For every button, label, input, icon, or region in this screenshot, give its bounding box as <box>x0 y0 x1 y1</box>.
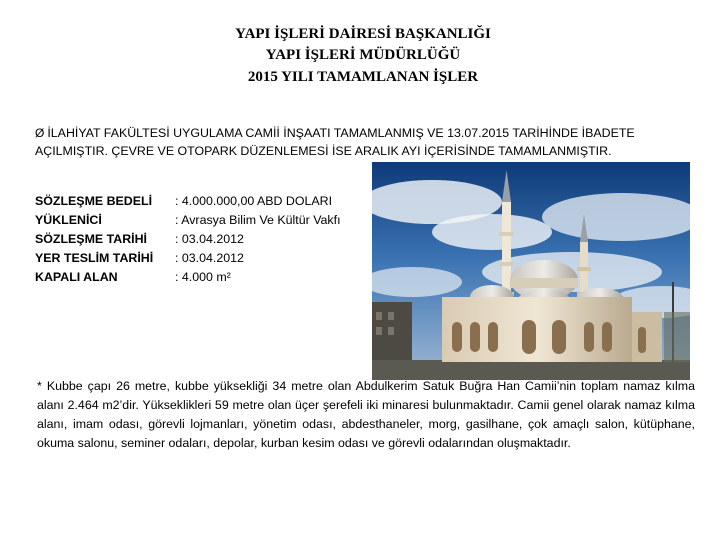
fact-label: SÖZLEŞME TARİHİ <box>35 232 147 246</box>
mosque-description: * Kubbe çapı 26 metre, kubbe yüksekliği 34 metre olan Abdulkerim Satuk Buğra Han Camii’nin toplam namaz kılma alanı 2.464 m2’dir. Yükseklikleri 59 metre olan üçer şerefeli iki minaresi bulunmaktadır. Camii genel olarak namaz kılma alanı, imam odası, görevli lojmanları, yönetim odası, abdesthaneler, morg, gasilhane, çok amaçlı salon, kütüphane, okuma salonu, seminer odaları, depolar, kurban kesim odası ve görevli odalarından oluşmaktadır. <box>37 379 695 450</box>
fact-label: YER TESLİM TARİHİ <box>35 251 154 265</box>
fact-value: : 4.000 m² <box>175 270 231 284</box>
fact-row-covered-area <box>35 268 341 287</box>
facts-list <box>35 192 341 287</box>
header-title-line2: YAPI İŞLERİ MÜDÜRLÜĞÜ <box>265 47 461 63</box>
fact-label: SÖZLEŞME BEDELİ <box>35 194 153 208</box>
fact-row-contract-price <box>35 192 341 211</box>
fact-row-site-delivery-date <box>35 249 341 268</box>
fact-value: : 03.04.2012 <box>175 232 244 246</box>
fact-value: : 4.000.000,00 ABD DOLARI <box>175 194 333 208</box>
fact-value: : Avrasya Bilim Ve Kültür Vakfı <box>175 213 341 227</box>
fact-value: : 03.04.2012 <box>175 251 244 265</box>
arrow-bullet-icon: Ø <box>35 126 45 140</box>
header-title-line3: 2015 YILI TAMAMLANAN İŞLER <box>247 69 479 85</box>
fact-label: YÜKLENİCİ <box>35 213 102 227</box>
header-title-line1: YAPI İŞLERİ DAİRESİ BAŞKANLIĞI <box>235 26 491 42</box>
fact-label: KAPALI ALAN <box>35 270 118 284</box>
fact-row-contract-date <box>35 230 341 249</box>
mosque-photo <box>372 162 690 380</box>
intro-paragraph <box>35 124 675 160</box>
fact-row-contractor <box>35 211 341 230</box>
intro-text: İLAHİYAT FAKÜLTESİ UYGULAMA CAMİİ İNŞAATI TAMAMLANMIŞ VE 13.07.2015 TARİHİNDE İBADETE AÇILMIŞTIR. ÇEVRE VE OTOPARK DÜZENLEMESİ İSE ARALIK AYI İÇERİSİNDE TAMAMLANMIŞTIR. <box>35 126 635 158</box>
